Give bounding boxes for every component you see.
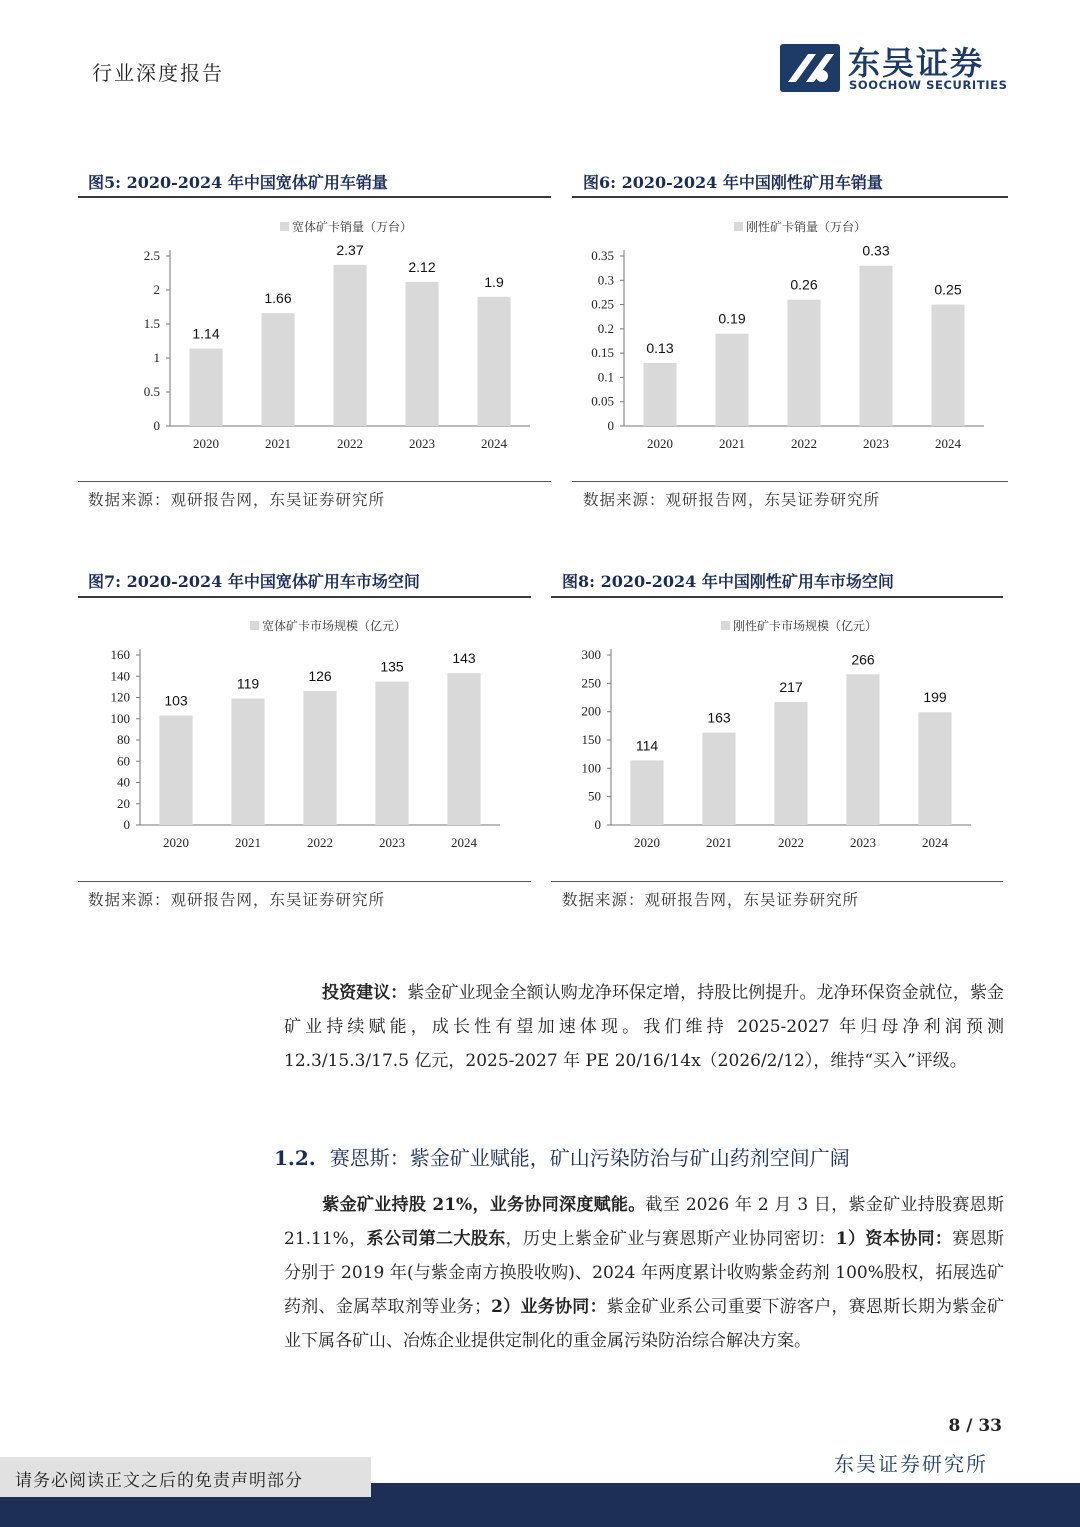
- x-tick-label: 2020: [634, 835, 660, 850]
- x-tick-label: 2024: [935, 436, 961, 451]
- y-tick-label: 200: [581, 703, 601, 719]
- bar-value-label: 143: [452, 650, 476, 667]
- page-number: 8 / 33: [948, 1416, 1002, 1436]
- y-tick-label: 100: [110, 710, 130, 726]
- y-tick-label: 100: [581, 760, 601, 776]
- x-tick-label: 2021: [719, 436, 745, 451]
- bar: [846, 674, 879, 825]
- body-bold-4: 2）业务协同：: [491, 1297, 607, 1317]
- bar: [261, 313, 294, 426]
- y-tick-label: 40: [117, 774, 130, 790]
- section-heading: [274, 1142, 850, 1171]
- y-tick-label: 0: [153, 418, 160, 433]
- bar: [787, 300, 820, 426]
- y-tick-label: 1.5: [143, 316, 160, 331]
- y-tick-label: 50: [588, 788, 601, 804]
- bar-value-label: 199: [923, 689, 947, 706]
- legend-swatch: [734, 222, 743, 231]
- x-tick-label: 2020: [193, 436, 219, 451]
- legend-label: 刚性矿卡销量（万台）: [746, 220, 867, 234]
- body-paragraph: [284, 1188, 1004, 1358]
- legend-label: 宽体矿卡市场规模（亿元）: [262, 619, 407, 633]
- bar-value-label: 217: [779, 679, 803, 696]
- bar: [643, 363, 676, 426]
- y-tick-label: 60: [117, 753, 130, 769]
- figure-8-chart: [551, 605, 1003, 861]
- x-tick-label: 2023: [409, 436, 435, 451]
- y-tick-label: 0.5: [143, 384, 160, 399]
- legend-swatch: [250, 621, 259, 630]
- figure-5-top-rule: [78, 196, 551, 198]
- x-tick-label: 2023: [850, 835, 876, 850]
- x-tick-label: 2022: [307, 835, 333, 850]
- y-tick-label: 250: [581, 675, 601, 691]
- x-tick-label: 2024: [922, 835, 948, 850]
- x-tick-label: 2022: [778, 835, 804, 850]
- bar: [303, 691, 336, 825]
- company-logo: [778, 42, 1008, 94]
- figure-6-top-rule: [572, 196, 1008, 198]
- legend-label: 宽体矿卡销量（万台）: [292, 220, 413, 234]
- bar: [715, 334, 748, 426]
- bar-value-label: 114: [635, 737, 659, 754]
- bar-value-label: 103: [164, 692, 188, 709]
- y-tick-label: 0.05: [591, 393, 614, 409]
- x-tick-label: 2023: [863, 436, 889, 451]
- bar-value-label: 135: [380, 658, 404, 675]
- figure-6-title: 图6: 2020-2024 年中国刚性矿用车销量: [583, 173, 883, 192]
- bar-value-label: 126: [308, 668, 332, 685]
- bar: [405, 282, 438, 426]
- y-tick-label: 0.2: [597, 320, 614, 336]
- bar-value-label: 0.19: [718, 310, 746, 327]
- figure-5-source: 数据来源：观研报告网，东吴证券研究所: [88, 491, 386, 509]
- footer-org: 东吴证券研究所: [834, 1452, 988, 1476]
- y-tick-label: 0.35: [591, 248, 614, 263]
- figure-8-title: 图8: 2020-2024 年中国刚性矿用车市场空间: [562, 572, 894, 591]
- body-text-4: 紫金矿业系公司重要下游客户，赛恩斯长期为紫金矿业下属各矿山、冶炼企业提供定制化的重金属污染防治综合解决方案。: [284, 1297, 1004, 1351]
- bar-value-label: 0.13: [646, 339, 674, 356]
- bar: [702, 733, 735, 825]
- bar-value-label: 2.37: [336, 241, 364, 258]
- bar-value-label: 0.26: [790, 276, 818, 293]
- x-tick-label: 2020: [647, 436, 673, 451]
- bar: [159, 716, 192, 825]
- report-type-label: 行业深度报告: [92, 61, 224, 85]
- bar: [774, 702, 807, 825]
- y-tick-label: 0: [594, 817, 601, 832]
- logo-text-en: SOOCHOW SECURITIES: [849, 78, 1008, 92]
- y-tick-label: 0.1: [597, 369, 614, 385]
- bar-value-label: 0.25: [934, 281, 962, 298]
- bar-value-label: 1.9: [484, 273, 504, 290]
- figure-8-bottom-rule: [551, 881, 1003, 882]
- figure-6-bottom-rule: [572, 481, 1008, 482]
- body-bold-2: 系公司第二大股东: [366, 1229, 506, 1249]
- bar-value-label: 2.12: [408, 258, 436, 275]
- legend-swatch: [721, 621, 730, 630]
- figure-6-chart: [572, 206, 1008, 462]
- x-tick-label: 2024: [451, 835, 477, 850]
- bar: [630, 760, 663, 825]
- investment-paragraph: [284, 976, 1004, 1078]
- logo-text-cn: 东吴证券: [848, 44, 985, 82]
- x-tick-label: 2021: [706, 835, 732, 850]
- figure-8-source: 数据来源：观研报告网，东吴证券研究所: [562, 891, 860, 909]
- bar: [931, 305, 964, 426]
- disclaimer-box: [0, 1457, 371, 1497]
- x-tick-label: 2024: [481, 436, 507, 451]
- figure-8-top-rule: [551, 596, 1003, 598]
- x-tick-label: 2021: [265, 436, 291, 451]
- y-tick-label: 0.25: [591, 296, 614, 312]
- bar-value-label: 1.14: [192, 325, 220, 342]
- figure-6-source: 数据来源：观研报告网，东吴证券研究所: [583, 491, 881, 509]
- figure-7-chart: [78, 605, 531, 861]
- y-tick-label: 300: [581, 647, 601, 662]
- bar: [231, 699, 264, 825]
- bar-value-label: 119: [236, 675, 260, 692]
- x-tick-label: 2021: [235, 835, 261, 850]
- body-text-2: ，历史上紫金矿业与赛恩斯产业协同密切：: [505, 1229, 836, 1249]
- y-tick-label: 0: [123, 817, 130, 832]
- figure-7-title: 图7: 2020-2024 年中国宽体矿用车市场空间: [88, 572, 420, 591]
- body-text-3: 赛恩斯分别于 2019 年(与紫金南方换股收购)、2024 年两度累计收购紫金药剂 100%股权，拓展选矿药剂、金属萃取剂等业务；: [284, 1229, 1005, 1317]
- figure-7-top-rule: [78, 596, 531, 598]
- x-tick-label: 2022: [791, 436, 817, 451]
- y-tick-label: 0.3: [597, 272, 614, 288]
- legend-swatch: [280, 222, 289, 231]
- logo-mark-icon: [778, 42, 842, 94]
- bar-value-label: 266: [851, 651, 875, 668]
- body-bold-1: 紫金矿业持股 21%，业务协同深度赋能。: [322, 1195, 646, 1215]
- investment-lead: 投资建议：: [322, 983, 408, 1003]
- figure-5-title: 图5: 2020-2024 年中国宽体矿用车销量: [88, 173, 388, 192]
- bar-value-label: 163: [707, 709, 731, 726]
- investment-text: 紫金矿业现金全额认购龙净环保定增，持股比例提升。龙净环保资金就位，紫金矿业持续赋能，成长性有望加速体现。我们维持 2025-2027 年归母净利润预测 12.3/15.3/17.5 亿元，2025-2027 年 PE 20/16/14x（2026/2/12），维持“买入”评级。: [284, 983, 1005, 1071]
- bar: [477, 297, 510, 426]
- section-title: 赛恩斯：紫金矿业赋能，矿山污染防治与矿山药剂空间广阔: [329, 1146, 850, 1170]
- x-tick-label: 2023: [379, 835, 405, 850]
- x-tick-label: 2020: [163, 835, 189, 850]
- x-tick-label: 2022: [337, 436, 363, 451]
- figure-5-bottom-rule: [78, 481, 551, 482]
- y-tick-label: 120: [110, 689, 130, 705]
- bar: [918, 712, 951, 825]
- figure-7-bottom-rule: [78, 881, 531, 882]
- y-tick-label: 80: [117, 732, 130, 747]
- bar: [189, 348, 222, 426]
- section-number: 1.2.: [274, 1146, 316, 1170]
- y-tick-label: 0.15: [591, 345, 614, 361]
- bar: [375, 682, 408, 825]
- y-tick-label: 2.5: [143, 248, 160, 263]
- y-tick-label: 160: [110, 647, 130, 662]
- y-tick-label: 2: [153, 282, 160, 297]
- body-text-1: 截至 2026 年 2 月 3 日，紫金矿业持股赛恩斯 21.11%，: [284, 1195, 1004, 1249]
- disclaimer-text: 请务必阅读正文之后的免责声明部分: [15, 1471, 303, 1491]
- bar-value-label: 0.33: [862, 242, 890, 259]
- figure-7-source: 数据来源：观研报告网，东吴证券研究所: [88, 891, 386, 909]
- y-tick-label: 0: [607, 418, 614, 433]
- bar: [859, 266, 892, 426]
- y-tick-label: 140: [110, 668, 130, 684]
- legend-label: 刚性矿卡市场规模（亿元）: [733, 619, 878, 633]
- y-tick-label: 1: [153, 350, 160, 365]
- body-bold-3: 1）资本协同：: [835, 1229, 953, 1249]
- figure-5-chart: [78, 206, 551, 462]
- bar-value-label: 1.66: [264, 290, 292, 307]
- y-tick-label: 20: [117, 795, 130, 811]
- bar: [333, 265, 366, 426]
- bar: [447, 673, 480, 825]
- y-tick-label: 150: [581, 732, 601, 747]
